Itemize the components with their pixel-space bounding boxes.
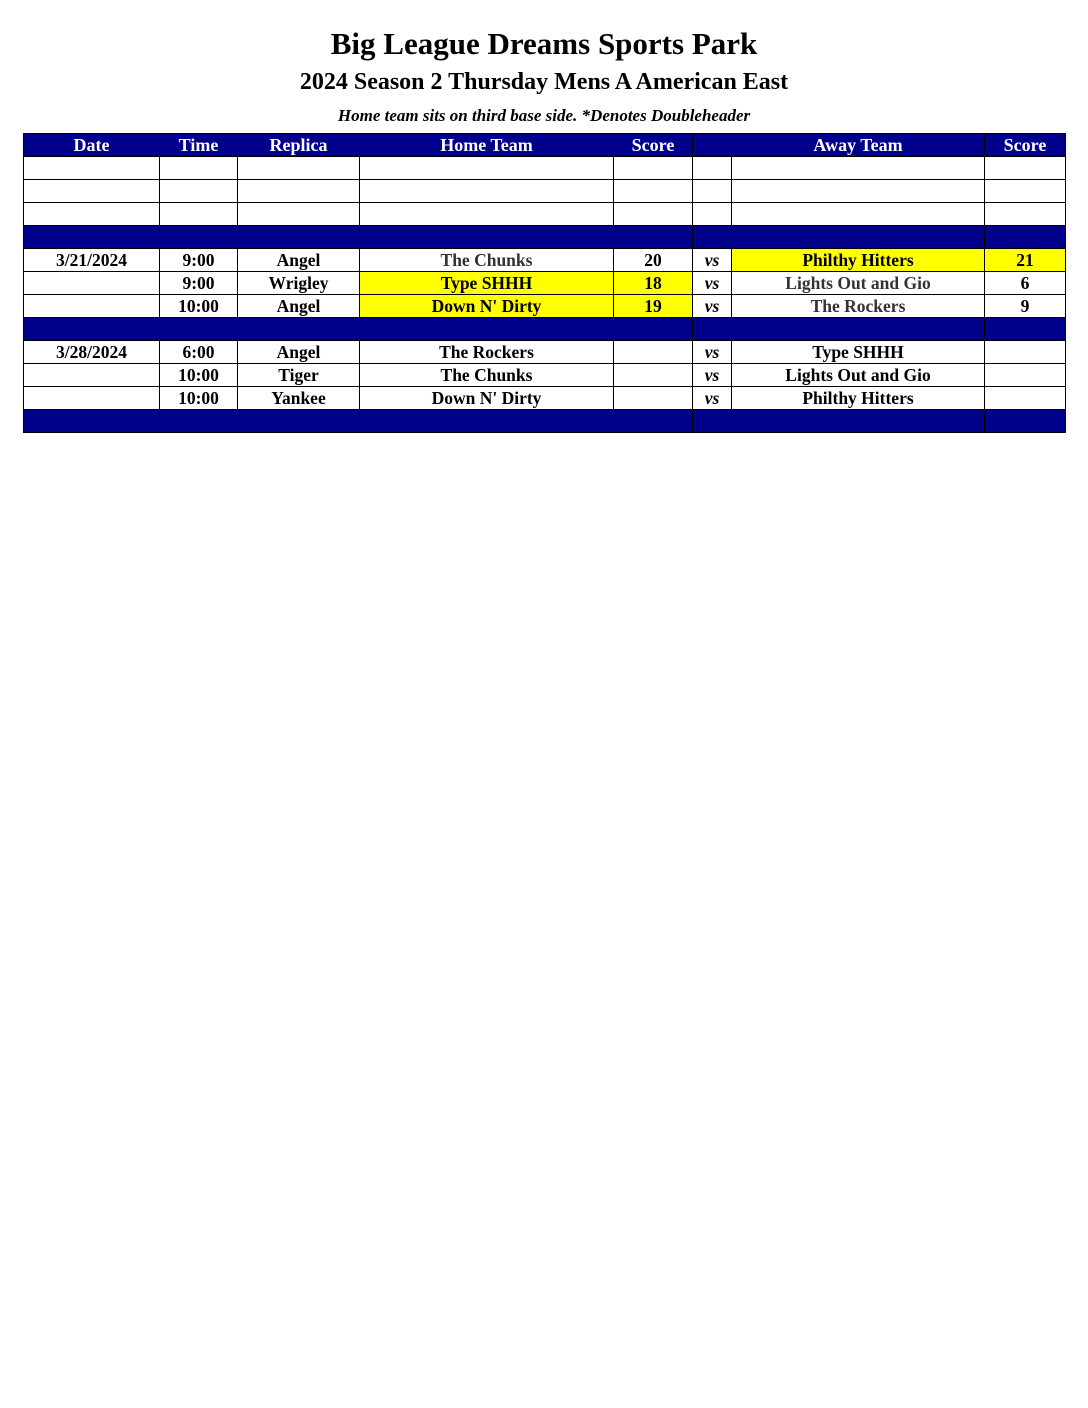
col-header-vs — [693, 134, 732, 157]
home-score — [614, 341, 693, 364]
away-team: Type SHHH — [732, 341, 985, 364]
away-score — [985, 341, 1066, 364]
game-row — [24, 272, 1066, 295]
game-time: 10:00 — [160, 387, 238, 410]
away-score — [985, 387, 1066, 410]
schedule-note: Home team sits on third base side. *Denotes Doubleheader — [337, 106, 751, 125]
col-header-home-score: Score — [614, 134, 693, 157]
vs-label: vs — [693, 295, 732, 318]
home-score: 18 — [614, 272, 693, 295]
game-row — [24, 249, 1066, 272]
home-score: 20 — [614, 249, 693, 272]
home-team: The Rockers — [360, 341, 614, 364]
page-subtitle: 2024 Season 2 Thursday Mens A American East — [299, 69, 789, 95]
empty-row — [24, 157, 1066, 180]
page-title: Big League Dreams Sports Park — [330, 26, 758, 61]
schedule-table — [23, 133, 1066, 433]
game-replica: Yankee — [238, 387, 360, 410]
game-replica: Wrigley — [238, 272, 360, 295]
away-team: The Rockers — [732, 295, 985, 318]
empty-row — [24, 203, 1066, 226]
away-team: Lights Out and Gio — [732, 272, 985, 295]
game-time: 9:00 — [160, 272, 238, 295]
game-replica: Angel — [238, 295, 360, 318]
game-replica: Angel — [238, 249, 360, 272]
game-date — [24, 364, 160, 387]
home-team: Down N' Dirty — [360, 387, 614, 410]
home-score — [614, 387, 693, 410]
game-time: 6:00 — [160, 341, 238, 364]
away-team: Philthy Hitters — [732, 387, 985, 410]
away-score: 6 — [985, 272, 1066, 295]
header-row — [24, 134, 1066, 157]
game-date: 3/28/2024 — [24, 341, 160, 364]
separator-band — [24, 226, 1066, 249]
game-row — [24, 387, 1066, 410]
game-date — [24, 272, 160, 295]
away-team: Philthy Hitters — [732, 249, 985, 272]
vs-label: vs — [693, 272, 732, 295]
game-date: 3/21/2024 — [24, 249, 160, 272]
col-header-replica: Replica — [238, 134, 360, 157]
vs-label: vs — [693, 249, 732, 272]
col-header-home-team: Home Team — [360, 134, 614, 157]
vs-label: vs — [693, 387, 732, 410]
away-score: 9 — [985, 295, 1066, 318]
game-date — [24, 295, 160, 318]
home-score — [614, 364, 693, 387]
home-team: Type SHHH — [360, 272, 614, 295]
game-time: 10:00 — [160, 295, 238, 318]
home-team: The Chunks — [360, 364, 614, 387]
empty-row — [24, 180, 1066, 203]
game-row — [24, 364, 1066, 387]
game-row — [24, 295, 1066, 318]
home-score: 19 — [614, 295, 693, 318]
col-header-away-score: Score — [985, 134, 1066, 157]
game-time: 10:00 — [160, 364, 238, 387]
col-header-time: Time — [160, 134, 238, 157]
game-replica: Angel — [238, 341, 360, 364]
vs-label: vs — [693, 341, 732, 364]
game-date — [24, 387, 160, 410]
col-header-away-team: Away Team — [732, 134, 985, 157]
away-score: 21 — [985, 249, 1066, 272]
away-score — [985, 364, 1066, 387]
home-team: The Chunks — [360, 249, 614, 272]
separator-band — [24, 410, 1066, 433]
separator-band — [24, 318, 1066, 341]
col-header-date: Date — [24, 134, 160, 157]
game-replica: Tiger — [238, 364, 360, 387]
away-team: Lights Out and Gio — [732, 364, 985, 387]
game-row — [24, 341, 1066, 364]
game-time: 9:00 — [160, 249, 238, 272]
vs-label: vs — [693, 364, 732, 387]
home-team: Down N' Dirty — [360, 295, 614, 318]
